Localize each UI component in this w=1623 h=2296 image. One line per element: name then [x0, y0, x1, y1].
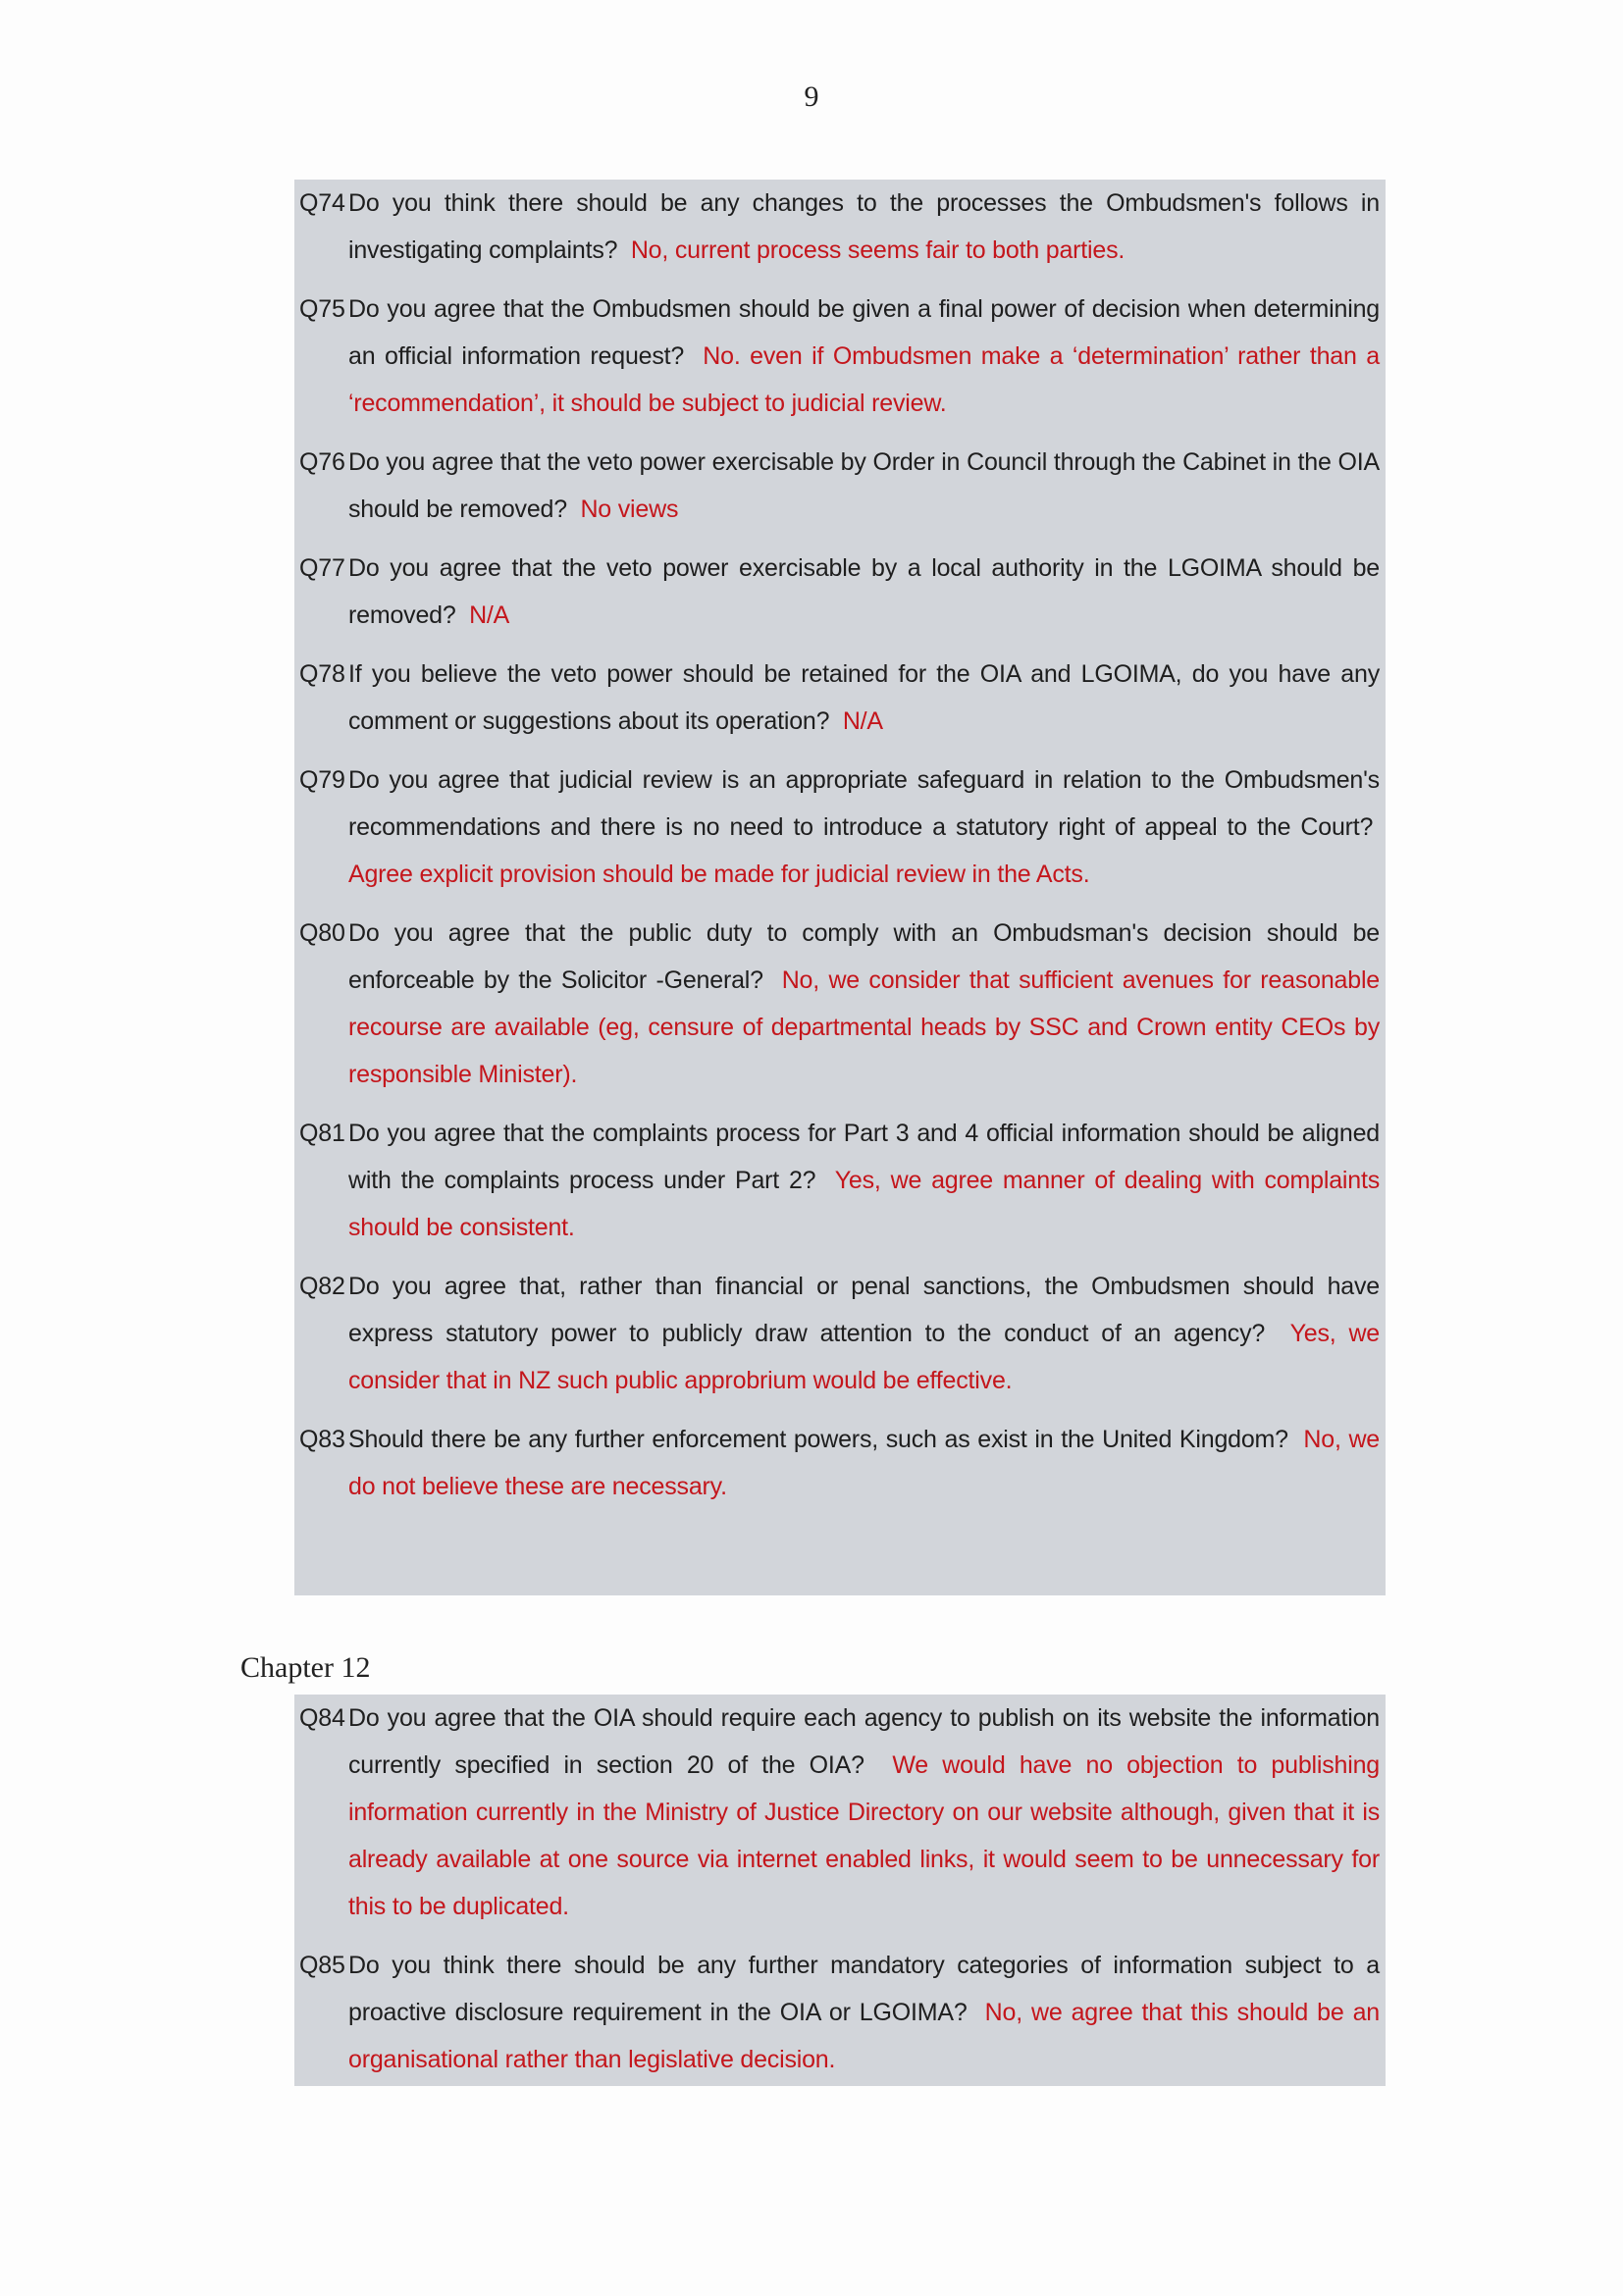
answer-text: Agree explicit provision should be made for judicial review in the Acts.	[348, 861, 1090, 888]
question-text: Do you agree that the complaints process for Part 3 and 4 official information should be aligned with the complaints process under Part 2?	[348, 1120, 1380, 1194]
answer-text: No, we agree that this should be an organisational rather than legislative decision.	[348, 1999, 1381, 2073]
page-number: 9	[804, 80, 819, 113]
question-item	[299, 180, 1380, 274]
question-number: Q75	[299, 295, 345, 323]
answer-text: N/A	[469, 601, 510, 629]
question-number: Q81	[299, 1120, 345, 1147]
question-text: Do you agree that the OIA should require each agency to publish on its website the information currently specified in section 20 of the OIA?	[348, 1704, 1380, 1779]
question-item	[299, 1110, 1380, 1251]
answer-text: Yes, we consider that in NZ such public approbrium would be effective.	[348, 1320, 1381, 1394]
answer-text: No views	[580, 496, 679, 523]
question-text: Do you agree that, rather than financial or penal sanctions, the Ombudsmen should have express statutory power to publicly draw attention to the conduct of an agency?	[348, 1273, 1380, 1347]
question-text: Do you agree that the veto power exercisable by a local authority in the LGOIMA should be removed?	[348, 554, 1380, 629]
question-item	[299, 1263, 1380, 1404]
question-item	[299, 1695, 1380, 1930]
question-item	[299, 1416, 1380, 1510]
answer-text: No. even if Ombudsmen make a ‘determination’ rather than a ‘recommendation’, it should be subject to judicial review.	[348, 342, 1380, 417]
question-number: Q82	[299, 1273, 345, 1300]
question-item	[299, 757, 1380, 898]
answer-text: Yes, we agree manner of dealing with complaints should be consistent.	[348, 1167, 1380, 1241]
answer-text: No, we do not believe these are necessary.	[348, 1426, 1381, 1500]
question-number: Q83	[299, 1426, 345, 1453]
question-text: Do you agree that judicial review is an appropriate safeguard in relation to the Ombudsmen's recommendations and there is no need to introduce a statutory right of appeal to the Court?	[348, 766, 1380, 841]
answer-text: No, current process seems fair to both parties.	[630, 236, 1126, 264]
question-text: Do you think there should be any further mandatory categories of information subject to a proactive disclosure requirement in the OIA or LGOIMA?	[348, 1952, 1380, 2026]
question-number: Q80	[299, 919, 345, 947]
question-text: Should there be any further enforcement powers, such as exist in the United Kingdom?	[348, 1426, 1288, 1453]
question-item	[299, 439, 1380, 533]
question-text: If you believe the veto power should be retained for the OIA and LGOIMA, do you have any comment or suggestions about its operation?	[348, 660, 1380, 735]
question-text: Do you think there should be any changes to the processes the Ombudsmen's follows in investigating complaints?	[348, 189, 1380, 264]
question-text: Do you agree that the Ombudsmen should be given a final power of decision when determining an official information request?	[348, 295, 1380, 370]
question-number: Q78	[299, 660, 345, 688]
question-number: Q74	[299, 189, 345, 217]
answer-text: N/A	[842, 707, 883, 735]
question-text: Do you agree that the public duty to comply with an Ombudsman's decision should be enforceable by the Solicitor -General?	[348, 919, 1380, 994]
question-number: Q79	[299, 766, 345, 794]
question-number: Q85	[299, 1952, 345, 1979]
questions-block-chapter-11	[294, 180, 1386, 1595]
question-item	[299, 910, 1380, 1098]
chapter-heading: Chapter 12	[240, 1651, 371, 1684]
answer-text: No, we consider that sufficient avenues for reasonable recourse are available (eg, censure of departmental heads by SSC and Crown entity CEOs by responsible Minister).	[348, 966, 1380, 1088]
question-item	[299, 651, 1380, 745]
question-item	[299, 545, 1380, 639]
answer-text: We would have no objection to publishing information currently in the Ministry of Justice Directory on our website although, given that it is already available at one source via internet enabled links, it would seem to be unnecessary for this to be duplicated.	[348, 1751, 1381, 1920]
question-number: Q76	[299, 448, 345, 476]
question-number: Q84	[299, 1704, 345, 1732]
questions-block-chapter-12	[294, 1695, 1386, 2086]
question-number: Q77	[299, 554, 345, 582]
question-item	[299, 286, 1380, 427]
question-item	[299, 1942, 1380, 2083]
question-text: Do you agree that the veto power exercisable by Order in Council through the Cabinet in the OIA should be removed?	[348, 448, 1380, 523]
